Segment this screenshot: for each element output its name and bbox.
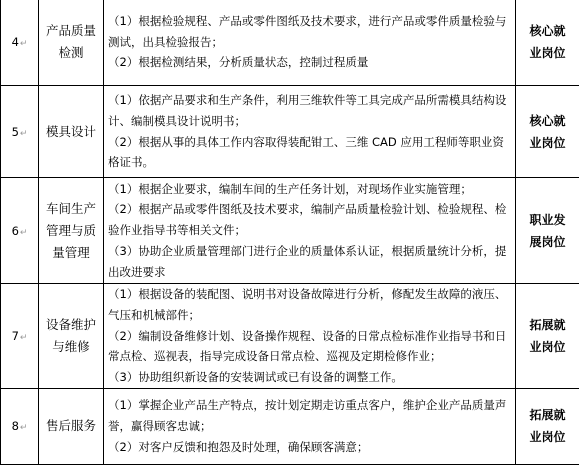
position-type-cell <box>516 388 579 464</box>
job-duties-cell <box>104 86 516 178</box>
job-name-cell <box>39 388 104 464</box>
job-name-line: 管理与质 <box>45 220 97 242</box>
table-row <box>1 284 579 389</box>
duty-item: （1）掌握企业产品生产特点，按计划定期走访重点客户，维护企业产品质量声誉，赢得顾客忠诚； <box>108 395 509 437</box>
position-type-cell <box>516 86 579 178</box>
position-type-line: 业岗位 <box>526 42 569 64</box>
table-row <box>1 178 579 284</box>
row-number-cell <box>1 86 39 178</box>
duty-item: （3）协助企业质量管理部门进行企业的质量体系认证，根据质量统计分析，提出改进要求 <box>108 241 509 283</box>
position-type-line: 核心就 <box>526 20 569 42</box>
duty-item: （2）对客户反馈和抱怨及时处理，确保顾客满意； <box>108 437 509 458</box>
position-type-line: 职业发 <box>526 209 569 231</box>
row-number: 8 <box>12 419 19 433</box>
job-name-cell <box>39 86 104 178</box>
table-row <box>1 86 579 178</box>
position-type-line: 拓展就 <box>526 314 569 336</box>
duty-item: （1）根据设备的装配图、说明书对设备故障进行分析，修配发生故障的液压、气压和机械部件； <box>108 284 509 326</box>
row-number: 5 <box>12 125 19 139</box>
job-name-line: 检测 <box>45 42 97 64</box>
duty-item: （1）依据产品要求和生产条件，利用三维软件等工具完成产品所需模具结构设计、编制模具设计说明书； <box>108 90 509 132</box>
row-number-cell <box>1 0 39 86</box>
duty-item: （2）根据产品或零件图纸及技术要求，编制产品质量检验计划、检验规程、检验作业指导书等相关文件； <box>108 199 509 241</box>
duty-item: （1）根据企业要求，编制车间的生产任务计划，对现场作业实施管理； <box>108 179 509 200</box>
duty-item: （2）根据检测结果，分析质量状态，控制过程质量 <box>108 52 509 73</box>
row-number: 6 <box>12 224 19 238</box>
paragraph-mark-icon: ↵ <box>20 423 28 433</box>
position-type-line: 展岗位 <box>526 231 569 253</box>
position-type-cell <box>516 178 579 284</box>
position-type-cell <box>516 284 579 389</box>
paragraph-mark-icon: ↵ <box>20 129 28 139</box>
job-name-line: 产品质量 <box>45 20 97 42</box>
duty-item: （2）根据从事的具体工作内容取得装配钳工、三维 CAD 应用工程师等职业资格证书。 <box>108 132 509 174</box>
position-type-cell <box>516 0 579 86</box>
job-name-line: 车间生产 <box>45 198 97 220</box>
job-name-line: 设备维护 <box>45 314 97 336</box>
table-row <box>1 0 579 86</box>
paragraph-mark-icon: ↵ <box>20 39 28 49</box>
position-type-line: 核心就 <box>526 110 569 132</box>
row-number-cell <box>1 388 39 464</box>
row-number: 7 <box>12 329 19 343</box>
job-name-line: 与维修 <box>45 336 97 358</box>
duty-item: （1）根据检验规程、产品或零件图纸及技术要求，进行产品或零件质量检验与测试，出具检验报告； <box>108 11 509 53</box>
job-name-line: 模具设计 <box>45 121 97 143</box>
job-duties-cell <box>104 284 516 389</box>
paragraph-mark-icon: ↵ <box>20 333 28 343</box>
position-type-line: 业岗位 <box>526 132 569 154</box>
position-type-line: 业岗位 <box>526 336 569 358</box>
job-duties-cell <box>104 388 516 464</box>
job-name-cell <box>39 284 104 389</box>
job-name-cell <box>39 0 104 86</box>
row-number-cell <box>1 284 39 389</box>
paragraph-mark-icon: ↵ <box>20 228 28 238</box>
job-duties-cell <box>104 178 516 284</box>
row-number: 4 <box>12 35 19 49</box>
job-name-cell <box>39 178 104 284</box>
job-name-line: 量管理 <box>45 242 97 264</box>
duty-item: （2）编制设备维修计划、设备操作规程、设备的日常点检标准作业指导书和日常点检、巡视表，指导完成设备日常点检、巡视及定期检修作业； <box>108 326 509 368</box>
job-name-line: 售后服务 <box>45 415 97 437</box>
job-duties-cell <box>104 0 516 86</box>
table-row <box>1 388 579 464</box>
row-number-cell <box>1 178 39 284</box>
duty-item: （3）协助组织新设备的安装调试或已有设备的调整工作。 <box>108 367 509 388</box>
position-type-line: 业岗位 <box>526 426 569 448</box>
position-type-line: 拓展就 <box>526 404 569 426</box>
